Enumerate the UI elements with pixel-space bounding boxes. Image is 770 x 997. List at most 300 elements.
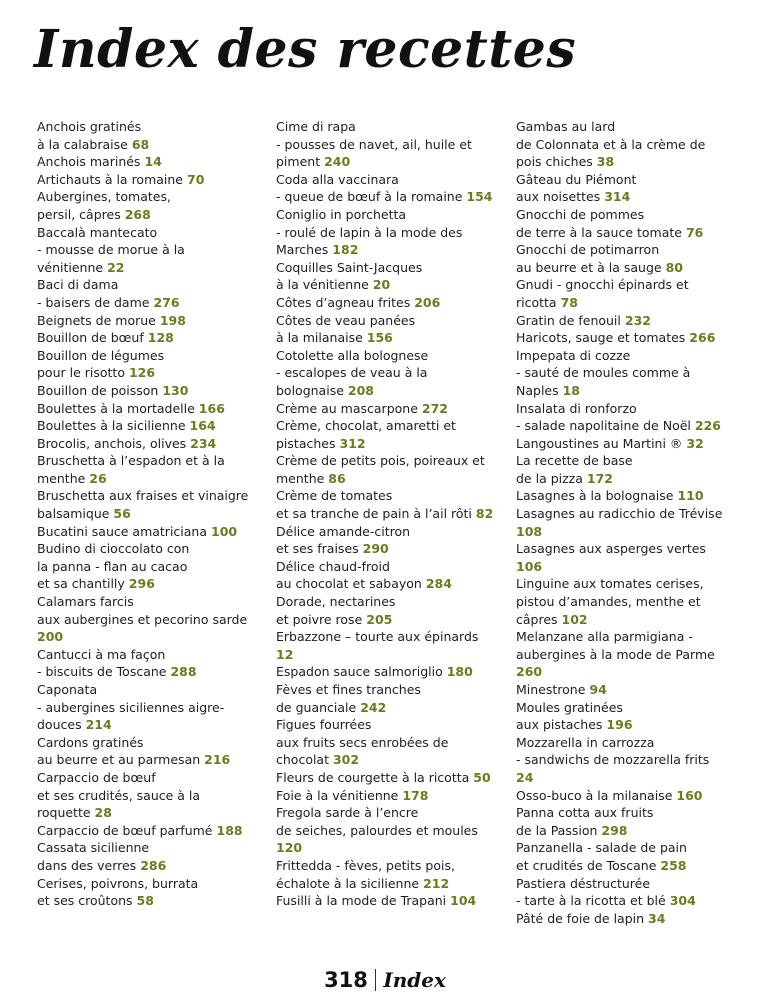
index-entry <box>516 787 754 805</box>
entry-text-line <box>37 382 267 400</box>
entry-text-line <box>37 751 267 769</box>
entry-text-line <box>516 435 754 453</box>
index-entry <box>37 224 267 277</box>
entry-text-line <box>516 593 754 611</box>
entry-text-line <box>37 206 267 224</box>
entry-label: - baisers de dame <box>37 294 150 310</box>
entry-text-line <box>37 118 267 136</box>
entry-text-line <box>37 523 267 541</box>
entry-label: - sandwichs de mozzarella frits <box>516 752 710 768</box>
entry-text-line <box>516 276 754 294</box>
entry-label: Brocolis, anchois, olives <box>37 435 187 451</box>
entry-text-line <box>516 699 754 717</box>
entry-label: Carpaccio de bœuf <box>37 769 156 785</box>
entry-page-number: 156 <box>366 330 393 346</box>
index-entry <box>37 875 267 910</box>
entry-page-number: 26 <box>89 470 107 486</box>
entry-text-line <box>516 558 754 576</box>
entry-label: au beurre et à la sauge <box>516 259 662 275</box>
entry-text-line <box>37 347 267 365</box>
page-title: Index des recettes <box>34 19 577 80</box>
entry-text-line <box>37 734 267 752</box>
entry-label: à la milanaise <box>276 330 363 346</box>
entry-text-line <box>37 364 267 382</box>
entry-text-line <box>276 839 508 857</box>
entry-text-line <box>276 435 508 453</box>
entry-label: - escalopes de veau à la <box>276 365 428 381</box>
entry-page-number: 34 <box>648 910 666 926</box>
entry-text-line <box>37 681 267 699</box>
entry-text-line <box>516 259 754 277</box>
entry-text-line <box>37 329 267 347</box>
entry-label: et crudités de Toscane <box>516 857 657 873</box>
entry-label: Crème au mascarpone <box>276 400 418 416</box>
entry-text-line <box>37 663 267 681</box>
entry-label: Gnocchi de pommes <box>516 206 645 222</box>
entry-text-line <box>37 136 267 154</box>
entry-label: Pâté de foie de lapin <box>516 910 645 926</box>
entry-label: - pousses de navet, ail, huile et <box>276 136 472 152</box>
entry-page-number: 242 <box>360 699 387 715</box>
entry-text-line <box>37 400 267 418</box>
index-entry <box>37 276 267 311</box>
entry-label: Frittedda - fèves, petits pois, <box>276 857 455 873</box>
entry-text-line <box>37 839 267 857</box>
footer-label: Index <box>383 968 446 992</box>
index-entry <box>37 435 267 453</box>
entry-label: - tarte à la ricotta et blé <box>516 893 666 909</box>
entry-text-line <box>276 153 508 171</box>
entry-text-line <box>276 136 508 154</box>
entry-label: Figues fourrées <box>276 717 372 733</box>
entry-text-line <box>37 716 267 734</box>
entry-page-number: 284 <box>425 576 452 592</box>
entry-page-number: 154 <box>466 189 493 205</box>
entry-label: et poivre rose <box>276 611 363 627</box>
entry-page-number: 212 <box>423 875 450 891</box>
entry-label: Caponata <box>37 682 98 697</box>
index-entry <box>276 716 508 769</box>
entry-page-number: 172 <box>586 470 613 486</box>
entry-label: et ses croûtons <box>37 893 133 909</box>
entry-label: Erbazzone – tourte aux épinards <box>276 629 479 645</box>
entry-text-line <box>276 611 508 629</box>
entry-label: piment <box>276 154 321 170</box>
entry-label: La recette de base <box>516 453 633 469</box>
entry-page-number: 126 <box>128 365 156 381</box>
entry-text-line <box>516 892 754 910</box>
entry-label: roquette <box>37 805 91 821</box>
entry-text-line <box>516 188 754 206</box>
entry-page-number: 288 <box>170 664 197 680</box>
entry-label: Aubergines, tomates, <box>37 189 171 205</box>
index-entry <box>276 206 508 259</box>
entry-text-line <box>516 716 754 734</box>
entry-label: Coniglio in porchetta <box>276 206 407 222</box>
entry-label: aux noisettes <box>516 189 601 205</box>
entry-text-line <box>37 452 267 470</box>
index-entry <box>516 118 754 171</box>
entry-text-line <box>37 171 267 189</box>
entry-label: la panna - flan au cacao <box>37 558 188 574</box>
entry-label: Cardons gratinés <box>37 734 144 750</box>
entry-text-line <box>276 206 508 224</box>
entry-label: Cerises, poivrons, burrata <box>37 875 199 891</box>
index-entry <box>37 452 267 487</box>
index-entry <box>37 646 267 681</box>
entry-page-number: 276 <box>153 294 180 310</box>
entry-page-number: 286 <box>140 857 167 873</box>
entry-label: Cantucci à ma façon <box>37 646 166 662</box>
entry-label: Baci di dama <box>37 277 119 293</box>
entry-page-number: 206 <box>414 294 441 310</box>
entry-label: Cotolette alla bolognese <box>276 347 429 363</box>
index-entry <box>37 734 267 769</box>
entry-text-line <box>37 611 267 629</box>
entry-text-line <box>37 276 267 294</box>
entry-text-line <box>37 593 267 611</box>
entry-text-line <box>516 364 754 382</box>
entry-label: Gnocchi de potimarron <box>516 242 660 258</box>
entry-label: et ses crudités, sauce à la <box>37 787 201 803</box>
index-entry <box>37 382 267 400</box>
entry-label: balsamique <box>37 506 110 522</box>
entry-page-number: 120 <box>276 840 303 856</box>
entry-label: aubergines à la mode de Parme <box>516 646 715 662</box>
entry-text-line <box>37 646 267 664</box>
entry-text-line <box>276 312 508 330</box>
entry-text-line <box>276 487 508 505</box>
entry-label: Cassata sicilienne <box>37 840 150 856</box>
entry-page-number: 14 <box>144 154 162 170</box>
entry-page-number: 240 <box>324 154 351 170</box>
entry-text-line <box>516 663 754 681</box>
entry-text-line <box>516 910 754 928</box>
index-entry <box>276 171 508 206</box>
entry-page-number: 78 <box>560 294 578 310</box>
entry-text-line <box>276 259 508 277</box>
entry-label: Coda alla vaccinara <box>276 171 399 187</box>
entry-label: Crème de tomates <box>276 488 393 504</box>
entry-label: Lasagnes à la bolognaise <box>516 488 674 504</box>
entry-label: Fusilli à la mode de Trapani <box>276 893 447 909</box>
entry-label: Marches <box>276 242 329 258</box>
entry-page-number: 110 <box>677 488 704 504</box>
index-entry <box>276 259 508 294</box>
entry-label: au beurre et au parmesan <box>37 752 201 768</box>
entry-text-line <box>516 611 754 629</box>
index-entry <box>276 892 508 910</box>
entry-page-number: 24 <box>516 769 534 785</box>
entry-label: Fleurs de courgette à la ricotta <box>276 769 470 785</box>
index-entry <box>276 804 508 857</box>
index-entry <box>37 347 267 382</box>
entry-text-line <box>276 734 508 752</box>
index-entry <box>276 558 508 593</box>
entry-text-line <box>276 822 508 840</box>
index-entry <box>516 329 754 347</box>
entry-page-number: 314 <box>604 189 631 205</box>
entry-label: de la Passion <box>516 822 598 838</box>
index-entry <box>276 294 508 312</box>
entry-label: Beignets de morue <box>37 312 156 328</box>
entry-label: Carpaccio de bœuf parfumé <box>37 822 213 838</box>
entry-text-line <box>276 558 508 576</box>
entry-page-number: 104 <box>450 893 477 909</box>
entry-text-line <box>516 136 754 154</box>
entry-text-line <box>37 470 267 488</box>
index-entry <box>37 839 267 874</box>
entry-text-line <box>37 558 267 576</box>
entry-text-line <box>516 575 754 593</box>
index-entry <box>516 487 754 505</box>
entry-text-line <box>276 382 508 400</box>
entry-text-line <box>276 646 508 664</box>
page-footer <box>0 968 770 992</box>
entry-label: - biscuits de Toscane <box>37 664 167 680</box>
entry-page-number: 28 <box>94 805 112 821</box>
entry-text-line <box>516 153 754 171</box>
entry-label: pistou d’amandes, menthe et <box>516 594 701 610</box>
index-entry <box>276 663 508 681</box>
index-entry <box>276 452 508 487</box>
entry-label: bolognaise <box>276 382 344 398</box>
entry-page-number: 234 <box>190 435 217 451</box>
index-entry <box>37 400 267 418</box>
index-entry <box>37 681 267 734</box>
entry-label: Dorade, nectarines <box>276 594 396 610</box>
entry-text-line <box>276 329 508 347</box>
entry-text-line <box>276 804 508 822</box>
entry-text-line <box>516 646 754 664</box>
entry-label: Boulettes à la mortadelle <box>37 400 195 416</box>
index-entry <box>37 769 267 822</box>
entry-label: Panna cotta aux fruits <box>516 805 654 821</box>
entry-text-line <box>37 875 267 893</box>
entry-text-line <box>516 628 754 646</box>
entry-page-number: 208 <box>347 382 374 398</box>
entry-page-number: 130 <box>162 382 189 398</box>
entry-label: Lasagnes aux asperges vertes <box>516 541 706 557</box>
entry-page-number: 32 <box>686 435 704 451</box>
entry-page-number: 86 <box>328 470 346 486</box>
entry-label: Bruschetta aux fraises et vinaigre <box>37 488 249 504</box>
entry-page-number: 106 <box>516 558 543 574</box>
entry-label: Lasagnes au radicchio de Trévise <box>516 506 723 522</box>
entry-page-number: 100 <box>211 523 238 539</box>
entry-label: pour le risotto <box>37 365 125 381</box>
index-entry <box>516 276 754 311</box>
entry-page-number: 50 <box>473 769 491 785</box>
entry-text-line <box>516 452 754 470</box>
index-entry <box>37 153 267 171</box>
entry-label: dans des verres <box>37 857 137 873</box>
entry-page-number: 22 <box>107 259 125 275</box>
entry-label: Linguine aux tomates cerises, <box>516 576 704 592</box>
entry-text-line <box>37 857 267 875</box>
entry-text-line <box>276 523 508 541</box>
entry-page-number: 232 <box>624 312 651 328</box>
entry-text-line <box>276 276 508 294</box>
entry-text-line <box>516 804 754 822</box>
entry-text-line <box>516 875 754 893</box>
entry-label: et ses fraises <box>276 541 359 557</box>
entry-text-line <box>516 171 754 189</box>
entry-page-number: 196 <box>606 717 633 733</box>
index-entry <box>276 312 508 347</box>
entry-label: de Colonnata et à la crème de <box>516 136 706 152</box>
entry-text-line <box>37 540 267 558</box>
entry-label: Fregola sarde à l’encre <box>276 805 419 821</box>
index-entry <box>276 857 508 892</box>
entry-label: Bruschetta à l’espadon et à la <box>37 453 225 469</box>
entry-text-line <box>516 241 754 259</box>
index-entry <box>516 681 754 699</box>
entry-text-line <box>37 224 267 242</box>
entry-label: Moules gratinées <box>516 699 623 715</box>
entry-label: Délice chaud-froid <box>276 558 390 574</box>
entry-label: au chocolat et sabayon <box>276 576 422 592</box>
entry-label: Haricots, sauge et tomates <box>516 330 686 346</box>
index-entry <box>276 593 508 628</box>
entry-text-line <box>37 259 267 277</box>
entry-label: à la calabraise <box>37 136 128 152</box>
entry-page-number: 68 <box>131 136 150 152</box>
index-entry <box>276 523 508 558</box>
index-entry <box>37 487 267 522</box>
entry-label: Gnudi - gnocchi épinards et <box>516 277 689 293</box>
entry-text-line <box>276 593 508 611</box>
index-entry <box>37 188 267 223</box>
entry-label: Pastiera déstructurée <box>516 875 651 891</box>
index-entry <box>516 575 754 628</box>
entry-label: Foie à la vénitienne <box>276 787 399 803</box>
entry-label: persil, câpres <box>37 206 121 222</box>
entry-label: Anchois marinés <box>37 154 141 170</box>
entry-label: de guanciale <box>276 699 357 715</box>
entry-text-line <box>37 575 267 593</box>
entry-text-line <box>37 769 267 787</box>
entry-text-line <box>516 787 754 805</box>
entry-label: Anchois gratinés <box>37 119 142 134</box>
entry-text-line <box>37 417 267 435</box>
entry-text-line <box>276 417 508 435</box>
entry-page-number: 166 <box>198 400 225 416</box>
index-entry <box>516 540 754 575</box>
entry-label: - mousse de morue à la <box>37 242 185 258</box>
entry-page-number: 20 <box>372 277 391 293</box>
entry-label: - roulé de lapin à la mode des <box>276 224 463 240</box>
index-entry <box>37 171 267 189</box>
entry-label: Gâteau du Piémont <box>516 171 637 187</box>
entry-page-number: 182 <box>332 242 359 258</box>
entry-page-number: 178 <box>402 787 429 803</box>
entry-text-line <box>37 188 267 206</box>
index-entry <box>276 787 508 805</box>
entry-label: Côtes d’agneau frites <box>276 294 411 310</box>
index-entry <box>516 628 754 681</box>
entry-label: Naples <box>516 382 559 398</box>
entry-text-line <box>516 523 754 541</box>
index-entry <box>276 681 508 716</box>
entry-text-line <box>516 505 754 523</box>
entry-label: Cime di rapa <box>276 119 356 134</box>
index-entry <box>37 822 267 840</box>
entry-page-number: 160 <box>676 787 703 803</box>
entry-label: ricotta <box>516 294 557 310</box>
index-entry <box>37 417 267 435</box>
index-entry <box>276 769 508 787</box>
entry-label: - aubergines siciliennes aigre- <box>37 699 225 715</box>
entry-text-line <box>276 347 508 365</box>
entry-page-number: 226 <box>694 418 721 434</box>
entry-text-line <box>516 540 754 558</box>
entry-page-number: 298 <box>601 822 628 838</box>
index-column-3 <box>516 118 754 927</box>
entry-text-line <box>516 487 754 505</box>
entry-text-line <box>516 822 754 840</box>
entry-page-number: 266 <box>689 330 716 346</box>
index-entry <box>37 329 267 347</box>
entry-text-line <box>276 857 508 875</box>
index-entry <box>37 118 267 153</box>
index-entry <box>516 400 754 435</box>
entry-label: de seiches, palourdes et moules <box>276 822 478 838</box>
entry-page-number: 200 <box>37 629 64 645</box>
entry-label: menthe <box>37 470 86 486</box>
entry-page-number: 296 <box>128 576 155 592</box>
entry-text-line <box>276 505 508 523</box>
entry-text-line <box>37 699 267 717</box>
index-column-2 <box>276 118 508 910</box>
entry-page-number: 18 <box>562 382 581 398</box>
entry-text-line <box>276 769 508 787</box>
entry-text-line <box>516 294 754 312</box>
entry-text-line <box>516 347 754 365</box>
entry-text-line <box>276 364 508 382</box>
entry-page-number: 260 <box>516 664 543 680</box>
entry-label: Panzanella - salade de pain <box>516 840 687 856</box>
index-entry <box>276 400 508 418</box>
entry-page-number: 58 <box>136 893 154 909</box>
entry-text-line <box>276 716 508 734</box>
entry-page-number: 304 <box>669 893 696 909</box>
entry-label: et sa tranche de pain à l’ail rôti <box>276 506 472 522</box>
entry-text-line <box>37 294 267 312</box>
entry-text-line <box>276 470 508 488</box>
entry-label: aux fruits secs enrobées de <box>276 734 449 750</box>
entry-label: à la vénitienne <box>276 277 369 293</box>
entry-text-line <box>276 118 508 136</box>
entry-text-line <box>276 663 508 681</box>
entry-text-line <box>516 206 754 224</box>
entry-label: Bouillon de bœuf <box>37 330 144 346</box>
entry-label: Crème de petits pois, poireaux et <box>276 453 485 469</box>
entry-page-number: 258 <box>660 857 687 873</box>
entry-page-number: 82 <box>475 506 494 522</box>
index-entry <box>516 734 754 787</box>
page-number: 318 <box>324 968 368 992</box>
entry-text-line <box>276 575 508 593</box>
entry-label: aux pistaches <box>516 717 603 733</box>
index-entry <box>516 206 754 241</box>
index-entry <box>37 523 267 541</box>
entry-page-number: 38 <box>596 154 615 170</box>
index-entry <box>276 347 508 400</box>
entry-text-line <box>37 312 267 330</box>
entry-text-line <box>276 892 508 910</box>
index-entry <box>516 452 754 487</box>
